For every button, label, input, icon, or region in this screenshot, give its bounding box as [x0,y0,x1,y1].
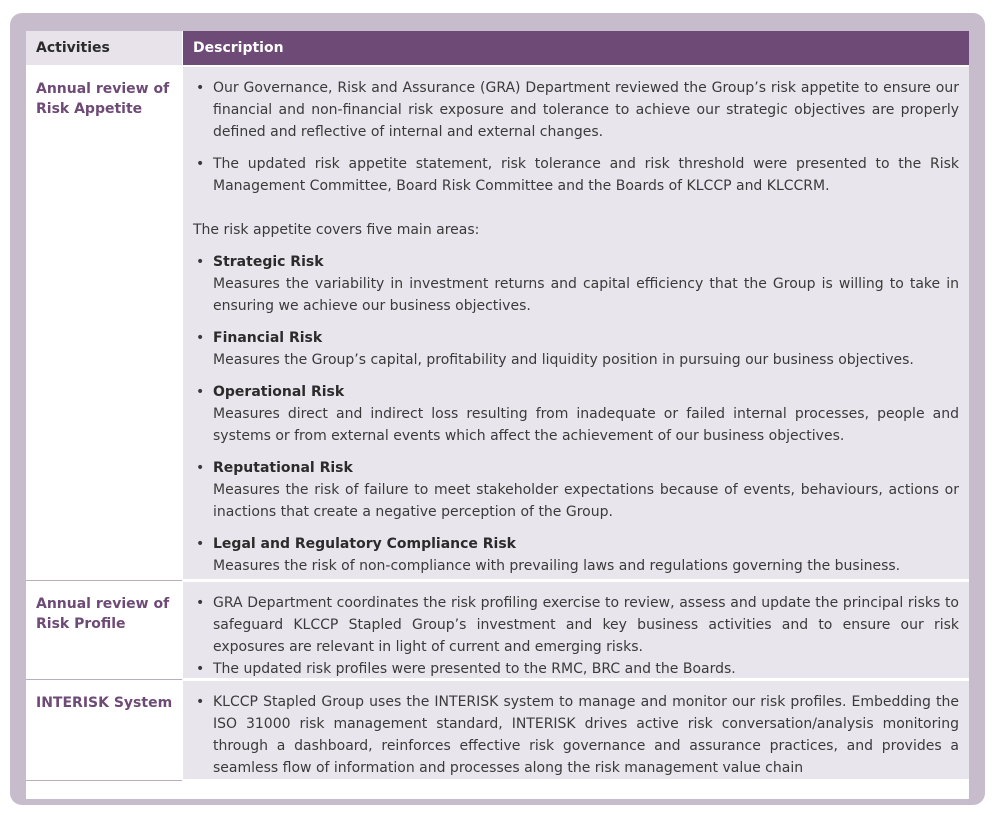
risk-area-title: • Financial Risk [213,330,323,346]
table-header [26,31,969,65]
risk-area-text: Measures the risk of failure to meet stakeholder expectations because of events, behaviours, actions or inactions that create a negative perception of the Group. [213,482,959,520]
risk-area-text: Measures the risk of non-compliance with prevailing laws and regulations governing the business. [213,558,901,574]
bullet-item: • GRA Department coordinates the risk profiling exercise to review, assess and update the principal risks to safeguard KLCCP Stapled Group’s investment and key business activities and to ensure our risk exposures are relevant in light of current and emerging risks. [193,592,959,658]
table-row-interisk [26,681,969,781]
intro-text: The risk appetite covers five main areas: [193,222,480,238]
table-frame [10,13,985,805]
description-cell [183,582,969,680]
header-activities: Activities [26,31,182,65]
risk-area-item [193,457,959,523]
risk-area-title: • Strategic Risk [213,254,324,270]
activity-cell: Annual review of Risk Appetite [26,67,182,581]
risk-area-item [193,381,959,447]
risk-area-title: • Operational Risk [213,384,345,400]
risk-area-item [193,327,959,371]
risk-area-text: Measures the Group’s capital, profitability and liquidity position in pursuing our business objectives. [213,352,914,368]
bullet-item: • KLCCP Stapled Group uses the INTERISK system to manage and monitor our risk profiles. Embedding the ISO 31000 risk management standard, INTERISK drives active risk conversation/analysis monitoring through a dashboard, reinforces effective risk governance and assurance practices, and provides a seamless flow of information and processes along the risk management value chain [193,691,959,779]
bullet-item: • Our Governance, Risk and Assurance (GRA) Department reviewed the Group’s risk appetite to ensure our financial and non-financial risk exposure and tolerance to achieve our strategic objectives are properly defined and reflective of internal and external changes. [193,77,959,143]
risk-area-title: • Reputational Risk [213,460,353,476]
table-row-risk-profile [26,582,969,680]
risk-area-text: Measures direct and indirect loss resulting from inadequate or failed internal processes, people and systems or from external events which affect the achievement of our business objectives. [213,406,959,444]
activity-cell: INTERISK System [26,681,182,781]
activity-cell: Annual review of Risk Profile [26,582,182,680]
bullet-item: • The updated risk profiles were presented to the RMC, BRC and the Boards. [193,658,959,680]
risk-area-text: Measures the variability in investment returns and capital efficiency that the Group is willing to take in ensuring we achieve our business objectives. [213,276,959,314]
risk-activities-table [26,31,969,799]
description-cell [183,681,969,781]
risk-area-item [193,251,959,317]
risk-area-title: • Legal and Regulatory Compliance Risk [213,536,516,552]
bullet-item: • The updated risk appetite statement, risk tolerance and risk threshold were presented to the Risk Management Committee, Board Risk Committee and the Boards of KLCCP and KLCCRM. [193,153,959,197]
header-description: Description [183,31,969,65]
description-cell [183,67,969,581]
table-row-risk-appetite [26,67,969,581]
risk-area-item [193,533,959,577]
